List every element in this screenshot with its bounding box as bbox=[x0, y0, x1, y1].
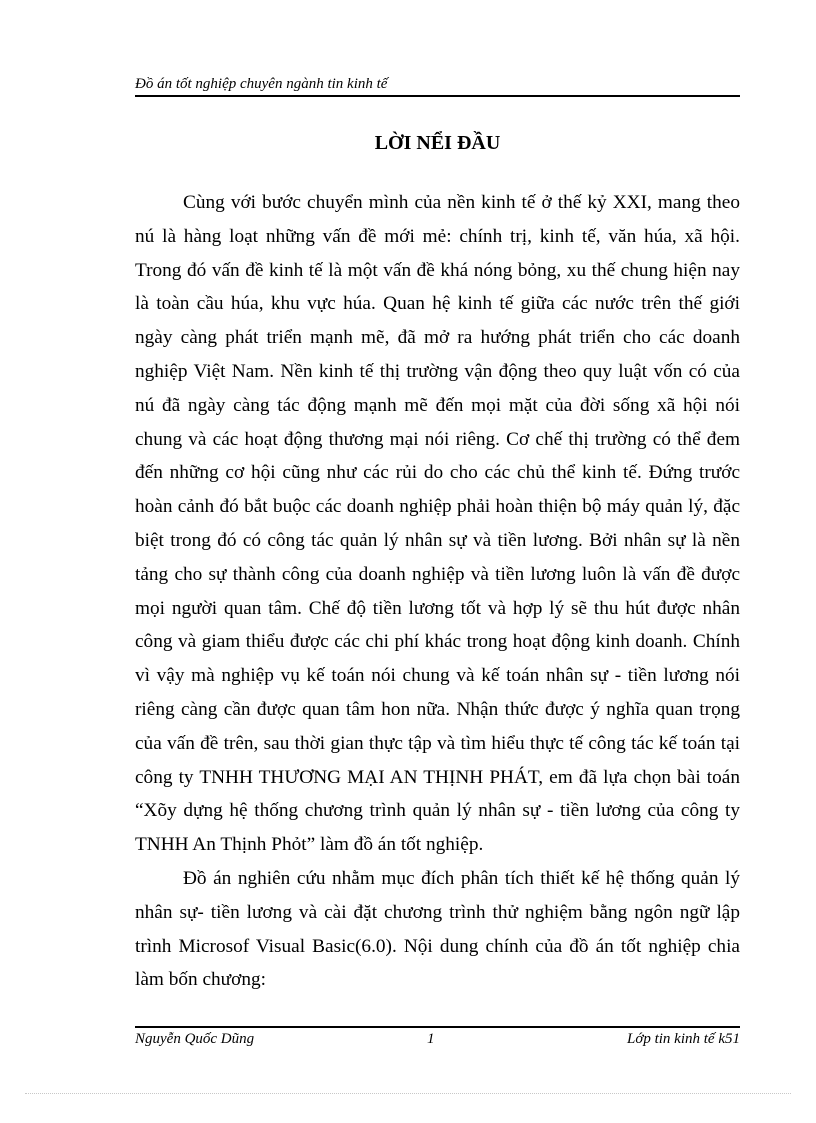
document-body bbox=[135, 186, 740, 997]
running-header: Đồ án tốt nghiệp chuyên ngành tin kinh tế bbox=[135, 76, 388, 92]
footer-class: Lớp tin kinh tế k51 bbox=[627, 1031, 740, 1047]
paragraph: Cùng với bước chuyển mình của nền kinh tế ở thế kỷ XXI, mang theo nú là hàng loạt những vấn đề mới mẻ: chính trị, kinh tế, văn húa, xã hội. Trong đó vấn đề kinh tế là một vấn đề khá nóng bỏng, xu thế chung hiện nay là toàn cầu húa, khu vực húa. Quan hệ kinh tế giữa các nước trên thế giới ngày càng phát triển mạnh mẽ, đã mở ra hướng phát triển cho các doanh nghiệp Việt Nam. Nền kinh tế thị trường vận động theo quy luật vốn có của nú đã ngày càng tác động mạnh mẽ đến mọi mặt của đời sống xã hội nói chung và các hoạt động thương mại nói riêng. Cơ chế thị trường có thể đem đến những cơ hội cũng như các rủi do cho các chủ thể kinh tế. Đứng trước hoàn cảnh đó bắt buộc các doanh nghiệp phải hoàn thiện bộ máy quản lý, đặc biệt trong đó có công tác quản lý nhân sự và tiền lương. Bởi nhân sự là nền tảng cho sự thành công của doanh nghiệp và tiền lương luôn là vấn đề được mọi người quan tâm. Chế độ tiền lương tốt và hợp lý sẽ thu hút được nhân công và giam thiểu được các chi phí khác trong hoạt động kinh doanh. Chính vì vậy mà nghiệp vụ kế toán nói chung và kế toán nhân sự - tiền lương nói riêng càng cần được quan tâm hon nữa. Nhận thức được ý nghĩa quan trọng của vấn đề trên, sau thời gian thực tập và tìm hiểu thực tế công tác kế toán tại công ty TNHH THƯƠNG MẠI AN THỊNH PHÁT, em đã lựa chọn bài toán “Xõy dựng hệ thống chương trình quản lý nhân sự - tiền lương của công ty TNHH An Thịnh Phỏt” làm đồ án tốt nghiệp. bbox=[135, 192, 740, 856]
footer-page-number: 1 bbox=[427, 1031, 435, 1047]
page-break-line bbox=[25, 1093, 791, 1094]
paragraph: Đồ án nghiên cứu nhằm mục đích phân tích thiết kế hệ thống quản lý nhân sự- tiền lương và cài đặt chương trình thử nghiệm bằng ngôn ngữ lập trình Microsof Visual Basic(6.0). Nội dung chính của đồ án tốt nghiệp chia làm bốn chương: bbox=[135, 867, 740, 991]
header-rule bbox=[135, 95, 740, 97]
footer-rule bbox=[135, 1026, 740, 1028]
page-title: LỜI NỂI ĐẦU bbox=[374, 132, 501, 154]
footer-author: Nguyễn Quốc Dũng bbox=[135, 1031, 255, 1047]
